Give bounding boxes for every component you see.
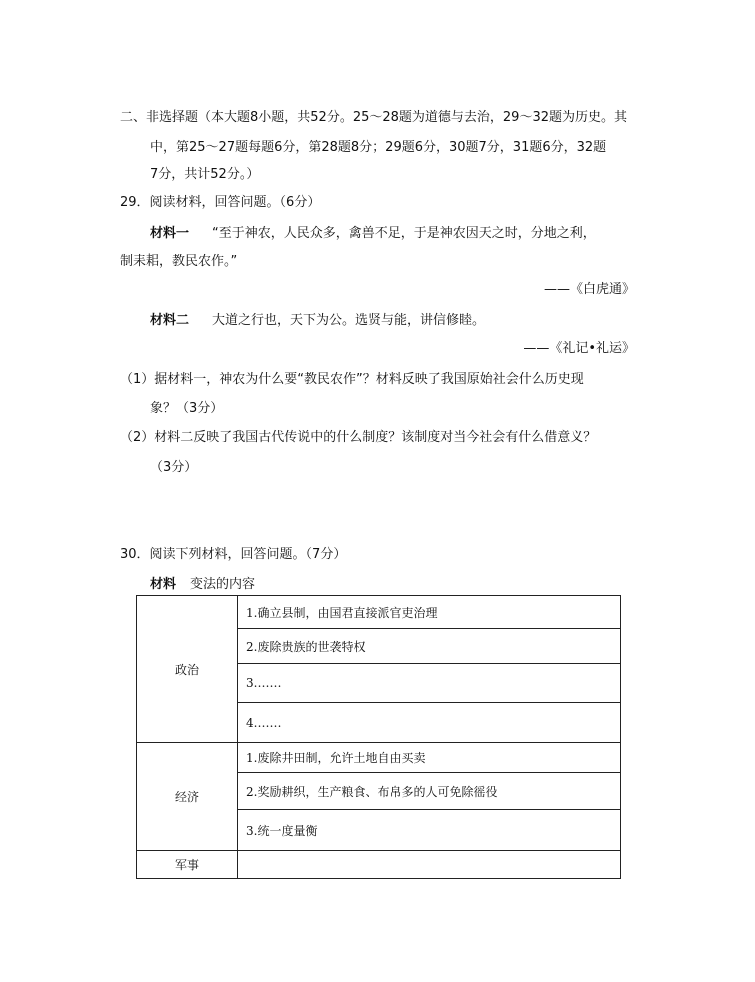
table-row (137, 851, 621, 879)
question-29-title: 29．阅读材料，回答问题。（6分） (120, 195, 321, 210)
economy-item-2: 2.奖励耕织，生产粮食、布帛多的人可免除徭役 (238, 773, 621, 810)
material1-text: “至于神农，人民众多，禽兽不足，于是神农因天之时，分地之利， (212, 226, 596, 241)
material-caption: 变法的内容 (190, 577, 256, 592)
subquestion-1-line2: 象？（3分） (150, 401, 224, 416)
economy-item-3: 3.统一度量衡 (238, 810, 621, 851)
politics-item-2: 2.废除贵族的世袭特权 (238, 629, 621, 664)
economy-item-1: 1.废除井田制，允许土地自由买卖 (238, 743, 621, 773)
material2-source: ——《礼记•礼运》 (523, 341, 635, 356)
category-politics: 政治 (137, 596, 238, 743)
section-header-line3: 7分，共计52分。） (150, 167, 260, 182)
subquestion-2-line2: （3分） (150, 460, 198, 475)
section-header-line2: 中，第25～27题每题6分，第28题8分；29题6分，30题7分，31题6分，32题 (150, 140, 607, 155)
material2-label: 材料二 (150, 313, 190, 328)
category-economy: 经济 (137, 743, 238, 851)
table-row (137, 596, 621, 629)
politics-item-3: 3.…… (238, 664, 621, 703)
question-30-title: 30．阅读下列材料，回答问题。（7分） (120, 547, 347, 562)
subquestion-2-line1: （2）材料二反映了我国古代传说中的什么制度？该制度对当今社会有什么借意义？ (120, 430, 597, 445)
category-military: 军事 (137, 851, 238, 879)
politics-item-4: 4.…… (238, 703, 621, 743)
material-label: 材料 (150, 577, 177, 592)
material1-text-cont: 制耒耜，教民农作。” (120, 254, 238, 269)
material1-label: 材料一 (150, 226, 190, 241)
subquestion-1-line1: （1）据材料一，神农为什么要“教民农作”？材料反映了我国原始社会什么历史现 (120, 372, 584, 387)
section-header-line1: 二、非选择题（本大题8小题，共52分。25～28题为道德与去治，29～32题为历史。其 (120, 110, 627, 125)
politics-item-1: 1.确立县制，由国君直接派官吏治理 (238, 596, 621, 629)
military-item-1 (238, 851, 621, 879)
material1-source: ——《白虎通》 (543, 282, 635, 297)
material2-text: 大道之行也，天下为公。选贤与能，讲信修睦。 (212, 313, 486, 328)
table-row (137, 743, 621, 773)
reform-content-table (136, 595, 621, 879)
